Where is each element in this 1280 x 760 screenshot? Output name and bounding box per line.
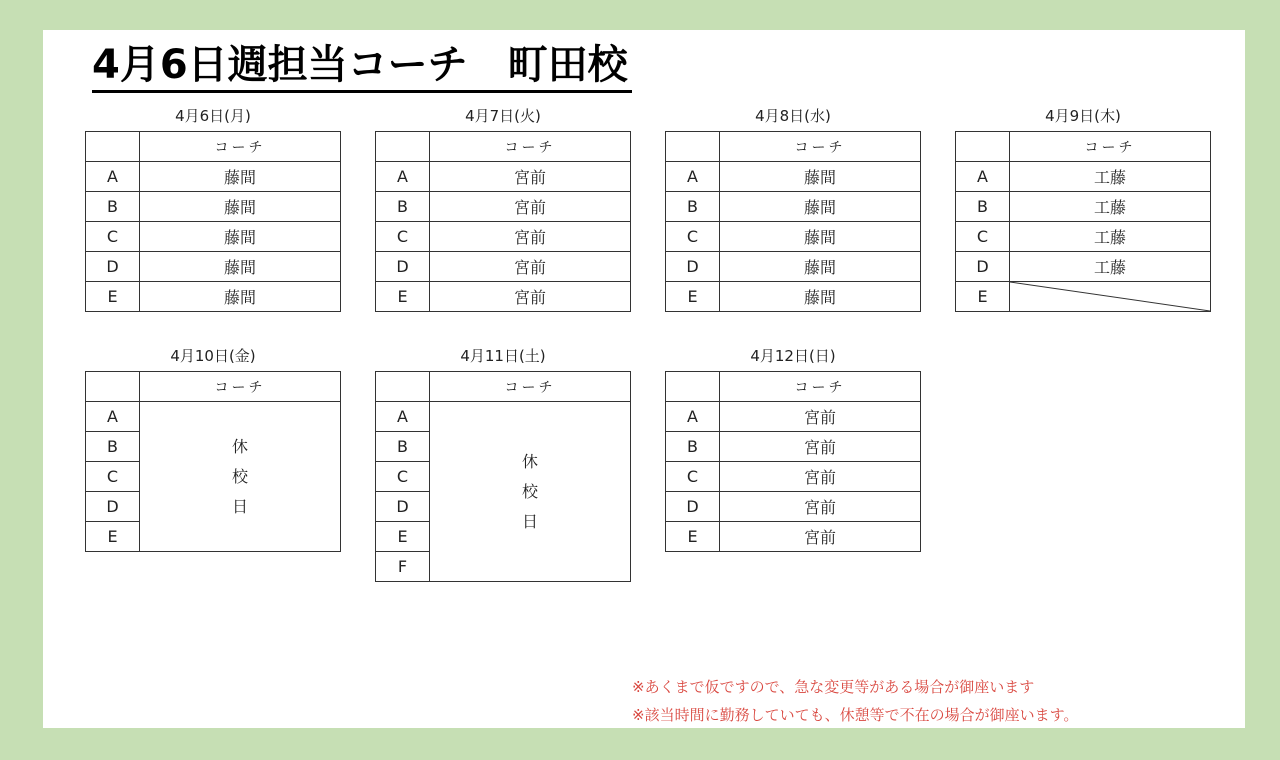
- strike-line: [1010, 282, 1210, 311]
- coach-name: 藤間: [140, 282, 341, 312]
- table-row: [666, 282, 921, 312]
- header-blank-cell: [666, 132, 720, 162]
- slot-label: C: [376, 222, 430, 252]
- header-blank-cell: [86, 132, 140, 162]
- slot-label: E: [956, 282, 1010, 312]
- coach-name: 藤間: [720, 192, 921, 222]
- coach-name: 宮前: [720, 432, 921, 462]
- closed-day-char: 休: [521, 451, 538, 471]
- table-row: [86, 222, 341, 252]
- day-label: 4月10日(金): [170, 347, 256, 365]
- slot-label: C: [666, 462, 720, 492]
- coach-name: 藤間: [720, 222, 921, 252]
- notes: [632, 673, 1078, 729]
- coach-name: 宮前: [430, 222, 631, 252]
- coach-name: 藤間: [720, 252, 921, 282]
- slot-label: D: [666, 252, 720, 282]
- table-row: [376, 162, 631, 192]
- table-row: [86, 252, 341, 282]
- table-row: [666, 432, 921, 462]
- slot-label: B: [376, 192, 430, 222]
- schedule-table: [375, 371, 631, 582]
- header-blank-cell: [86, 372, 140, 402]
- slot-label: B: [86, 432, 140, 462]
- coach-name: 藤間: [140, 252, 341, 282]
- day-label: 4月12日(日): [750, 347, 836, 365]
- slot-label: D: [86, 252, 140, 282]
- table-row: [956, 282, 1211, 312]
- day-schedule: [665, 341, 921, 552]
- coach-header: コーチ: [720, 372, 921, 402]
- coach-header: コーチ: [720, 132, 921, 162]
- slot-label: B: [666, 192, 720, 222]
- closed-day-char: 校: [521, 481, 538, 501]
- coach-header: コーチ: [140, 372, 341, 402]
- day-schedule: [375, 341, 631, 582]
- slot-label: D: [666, 492, 720, 522]
- day-schedule: [665, 101, 921, 312]
- slot-label: E: [376, 282, 430, 312]
- table-row: [86, 192, 341, 222]
- slot-label: B: [666, 432, 720, 462]
- table-row: [666, 522, 921, 552]
- slot-label: E: [86, 522, 140, 552]
- slot-label: D: [376, 252, 430, 282]
- table-row: [86, 162, 341, 192]
- table-row: [666, 252, 921, 282]
- slot-label: E: [666, 282, 720, 312]
- coach-header: コーチ: [430, 132, 631, 162]
- schedule-table: [375, 131, 631, 312]
- table-row: [666, 162, 921, 192]
- day-label: 4月11日(土): [460, 347, 546, 365]
- slot-label: A: [666, 162, 720, 192]
- coach-name: 工藤: [1010, 192, 1211, 222]
- day-label: 4月6日(月): [175, 107, 251, 125]
- coach-name: 宮前: [430, 282, 631, 312]
- schedule-table: [665, 131, 921, 312]
- page-title: 4月6日週担当コーチ 町田校: [92, 40, 632, 93]
- coach-name: 藤間: [720, 282, 921, 312]
- coach-name: 藤間: [140, 192, 341, 222]
- header-blank-cell: [376, 372, 430, 402]
- slot-label: A: [376, 402, 430, 432]
- coach-name: 藤間: [140, 162, 341, 192]
- coach-header: コーチ: [1010, 132, 1211, 162]
- table-row: [666, 462, 921, 492]
- closed-day-cell: [430, 402, 631, 582]
- slot-label: C: [666, 222, 720, 252]
- coach-header: コーチ: [140, 132, 341, 162]
- slot-label: F: [376, 552, 430, 582]
- header-blank-cell: [666, 372, 720, 402]
- slot-label: C: [86, 462, 140, 492]
- slot-label: B: [86, 192, 140, 222]
- slot-label: D: [956, 252, 1010, 282]
- table-row: [376, 402, 631, 432]
- slot-label: E: [86, 282, 140, 312]
- note-line: ※該当時間に勤務していても、休憩等で不在の場合が御座います。: [632, 706, 1079, 724]
- coach-name: 宮前: [720, 402, 921, 432]
- note-line: ※あくまで仮ですので、急な変更等がある場合が御座います: [632, 678, 1035, 696]
- table-row: [86, 282, 341, 312]
- coach-name: 宮前: [720, 492, 921, 522]
- day-schedule: [85, 101, 341, 312]
- schedule-table: [85, 371, 341, 552]
- closed-day-char: 日: [521, 511, 538, 531]
- schedule-table: [665, 371, 921, 552]
- slot-label: D: [86, 492, 140, 522]
- slot-label: A: [86, 162, 140, 192]
- table-row: [666, 402, 921, 432]
- coach-header: コーチ: [430, 372, 631, 402]
- coach-name: 藤間: [720, 162, 921, 192]
- closed-day-char: 校: [231, 466, 248, 486]
- day-label: 4月8日(水): [755, 107, 831, 125]
- empty-slot-cell: [1010, 282, 1211, 312]
- slot-label: E: [666, 522, 720, 552]
- coach-name: 宮前: [720, 522, 921, 552]
- table-row: [956, 192, 1211, 222]
- table-row: [376, 222, 631, 252]
- day-label: 4月7日(火): [465, 107, 541, 125]
- table-row: [666, 492, 921, 522]
- table-row: [956, 252, 1211, 282]
- table-row: [86, 402, 341, 432]
- day-schedule: [375, 101, 631, 312]
- table-row: [376, 252, 631, 282]
- slot-label: D: [376, 492, 430, 522]
- coach-name: 工藤: [1010, 252, 1211, 282]
- header-blank-cell: [956, 132, 1010, 162]
- closed-day-char: 日: [231, 496, 248, 516]
- table-row: [376, 192, 631, 222]
- slot-label: A: [666, 402, 720, 432]
- slot-label: B: [376, 432, 430, 462]
- coach-name: 宮前: [720, 462, 921, 492]
- schedule-table: [955, 131, 1211, 312]
- slot-label: C: [376, 462, 430, 492]
- slot-label: C: [86, 222, 140, 252]
- slot-label: A: [376, 162, 430, 192]
- table-row: [956, 162, 1211, 192]
- slot-label: C: [956, 222, 1010, 252]
- closed-day-cell: [140, 402, 341, 552]
- coach-name: 宮前: [430, 192, 631, 222]
- day-label: 4月9日(木): [1045, 107, 1121, 125]
- coach-name: 工藤: [1010, 222, 1211, 252]
- header-blank-cell: [376, 132, 430, 162]
- table-row: [666, 222, 921, 252]
- slot-label: E: [376, 522, 430, 552]
- day-schedule: [955, 101, 1211, 312]
- slot-label: A: [956, 162, 1010, 192]
- coach-name: 工藤: [1010, 162, 1211, 192]
- day-schedule: [85, 341, 341, 552]
- schedule-table: [85, 131, 341, 312]
- table-row: [376, 282, 631, 312]
- closed-day-char: 休: [231, 436, 248, 456]
- coach-name: 宮前: [430, 252, 631, 282]
- slot-label: A: [86, 402, 140, 432]
- table-row: [666, 192, 921, 222]
- table-row: [956, 222, 1211, 252]
- slot-label: B: [956, 192, 1010, 222]
- coach-name: 宮前: [430, 162, 631, 192]
- coach-name: 藤間: [140, 222, 341, 252]
